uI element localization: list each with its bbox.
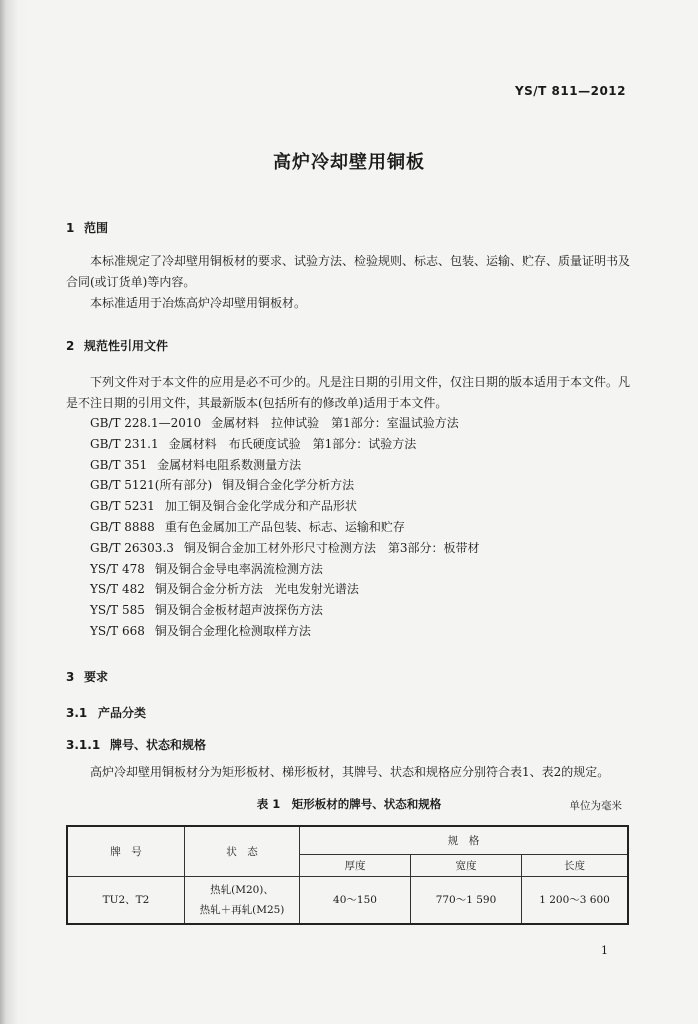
cell-thickness: 40～150 (300, 876, 411, 924)
reference-item (90, 496, 480, 517)
reference-item (90, 455, 480, 476)
subsection-3-1-heading (66, 704, 146, 721)
reference-item (90, 538, 480, 559)
document-title: 高炉冷却壁用铜板 (273, 152, 425, 173)
section-title: 规范性引用文件 (84, 339, 169, 353)
section-number: 1 (66, 221, 75, 235)
subsection-3-1-1-heading (66, 736, 206, 753)
scope-paragraph-2: 本标准适用于冶炼高炉冷却壁用铜板材。 (90, 296, 307, 310)
reference-code: YS/T 668 (90, 623, 145, 638)
header-thickness: 厚度 (300, 854, 411, 876)
reference-item (90, 621, 480, 642)
classification-paragraph: 高炉冷却壁用铜板材分为矩形板材、梯形板材，其牌号、状态和规格应分别符合表1、表2的规定。 (90, 765, 610, 779)
section-3-heading (66, 668, 108, 685)
cell-grade: TU2、T2 (67, 876, 185, 924)
reference-item (90, 517, 480, 538)
standard-code: YS/T 811—2012 (514, 84, 626, 98)
section-title: 范围 (84, 221, 109, 235)
reference-code: YS/T 482 (90, 582, 145, 597)
section-2-heading (66, 337, 168, 354)
reference-title: 加工铜及铜合金化学成分和产品形状 (164, 499, 357, 514)
references-intro: 下列文件对于本文件的应用是必不可少的。凡是注日期的引用文件，仅注日期的版本适用于本文件。凡是不注日期的引用文件，其最新版本(包括所有的修改单)适用于本文件。 (66, 375, 631, 410)
temper-line-1: 热轧(M20)、 (210, 883, 274, 896)
table-row (67, 876, 628, 924)
reference-code: GB/T 26303.3 (90, 540, 174, 555)
reference-code: GB/T 5121(所有部分) (90, 478, 213, 493)
subsection-title: 牌号、状态和规格 (110, 738, 207, 752)
reference-item (90, 579, 480, 600)
reference-code: GB/T 8888 (90, 519, 155, 534)
temper-line-2: 热轧＋再轧(M25) (199, 903, 285, 916)
scope-paragraph-1: 本标准规定了冷却壁用铜板材的要求、试验方法、检验规则、标志、包装、运输、贮存、质量证明书及合同(或订货单)等内容。 (66, 254, 631, 289)
table-1 (66, 825, 629, 925)
reference-title: 铜及铜合金加工材外形尺寸检测方法 第3部分：板带材 (183, 540, 480, 555)
subsection-title: 产品分类 (98, 706, 147, 720)
reference-title: 铜及铜合金分析方法 光电发射光谱法 (154, 582, 359, 597)
page-number: 1 (601, 944, 608, 957)
table-1-caption: 表 1 矩形板材的牌号、状态和规格 (256, 797, 442, 811)
reference-title: 金属材料电阻系数测量方法 (157, 457, 302, 472)
reference-item (90, 434, 480, 455)
reference-title: 重有色金属加工产品包装、标志、运输和贮存 (164, 519, 405, 534)
reference-code: YS/T 478 (90, 561, 145, 576)
subsection-number: 3.1.1 (66, 738, 101, 752)
reference-item (90, 600, 480, 621)
cell-temper (185, 876, 300, 924)
cell-length: 1 200～3 600 (522, 876, 629, 924)
header-width: 宽度 (411, 854, 522, 876)
reference-title: 铜及铜合金化学分析方法 (222, 478, 355, 493)
section-title: 要求 (84, 670, 109, 684)
reference-item (90, 413, 480, 434)
section-number: 2 (66, 339, 75, 353)
reference-title: 铜及铜合金理化检测取样方法 (154, 623, 311, 638)
reference-title: 金属材料 拉伸试验 第1部分：室温试验方法 (211, 416, 459, 430)
reference-code: YS/T 585 (90, 603, 145, 618)
reference-code: GB/T 351 (90, 457, 148, 472)
header-grade: 牌 号 (67, 826, 185, 876)
section-1-heading (66, 219, 108, 236)
reference-item (90, 475, 480, 496)
reference-code: GB/T 231.1 (90, 436, 159, 451)
header-length: 长度 (522, 854, 629, 876)
reference-code: GB/T 5231 (90, 499, 155, 514)
reference-title: 铜及铜合金导电率涡流检测方法 (154, 561, 323, 576)
header-spec: 规 格 (300, 826, 629, 854)
cell-width: 770～1 590 (411, 876, 522, 924)
reference-title: 铜及铜合金板材超声波探伤方法 (154, 603, 323, 618)
header-temper: 状 态 (185, 826, 300, 876)
reference-title: 金属材料 布氏硬度试验 第1部分：试验方法 (168, 436, 417, 451)
normative-reference-list (90, 413, 480, 642)
reference-code: GB/T 228.1—2010 (90, 416, 202, 430)
section-number: 3 (66, 670, 75, 684)
reference-item (90, 559, 480, 580)
subsection-number: 3.1 (66, 706, 88, 720)
table-unit-note: 单位为毫米 (569, 800, 622, 812)
